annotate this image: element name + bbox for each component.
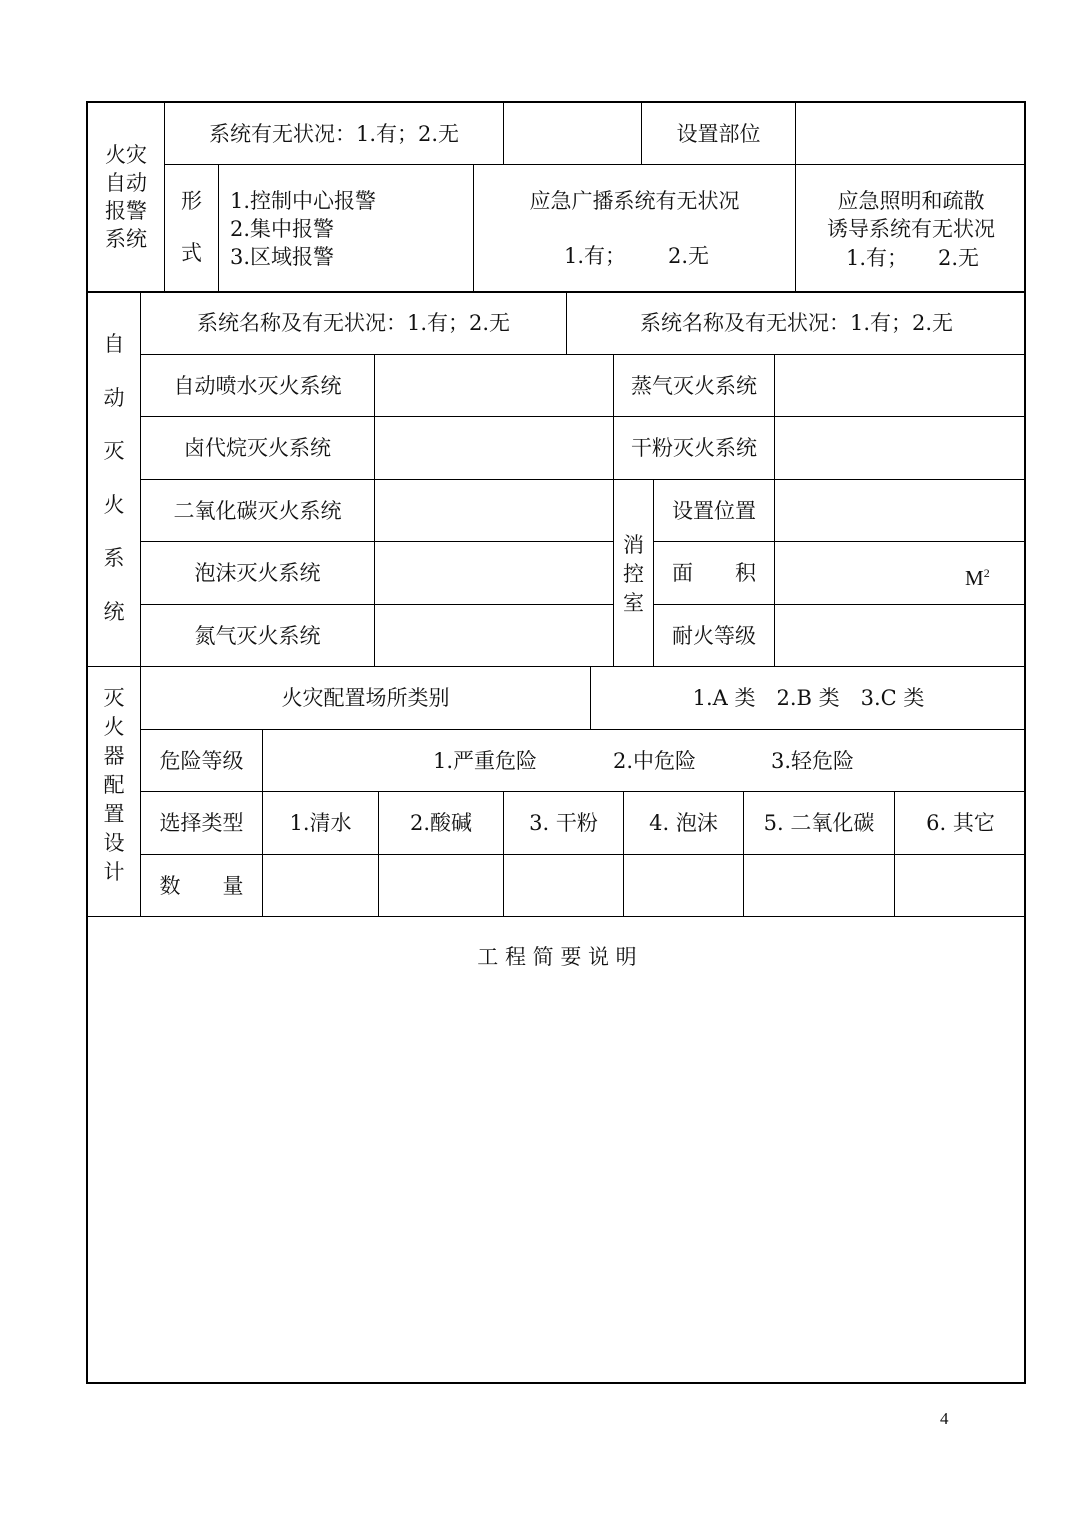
system-nitrogen: 氮气灭火系统 xyxy=(194,624,321,648)
page-number: 4 xyxy=(940,1409,949,1428)
hazard-option-medium: 2.中危险 xyxy=(613,749,697,773)
auto-section-label: 自 动 灭 火 系 统 xyxy=(103,332,125,624)
category-label: 火灾配置场所类别 xyxy=(281,686,450,710)
broadcast-title: 应急广播系统有无状况 xyxy=(529,189,740,213)
system-dry-powder: 干粉灭火系统 xyxy=(631,436,757,460)
area-unit-letter: M xyxy=(965,566,984,590)
lighting-option-no: 2.无 xyxy=(938,246,980,270)
type-foam: 4. 泡沫 xyxy=(649,811,718,835)
lighting-title-line1: 应急照明和疏散 xyxy=(837,189,985,213)
lighting-title-line2: 诱导系统有无状况 xyxy=(827,217,995,241)
alarm-status-label: 系统有无状况：1.有；2.无 xyxy=(208,122,460,146)
system-co2: 二氧化碳灭火系统 xyxy=(173,499,342,523)
alarm-form-label: 形 式 xyxy=(181,189,202,265)
hazard-label: 危险等级 xyxy=(159,749,244,773)
broadcast-option-yes: 1.有； xyxy=(564,244,627,268)
summary-title: 工 程 简 要 说 明 xyxy=(477,945,637,969)
type-water: 1.清水 xyxy=(289,811,352,835)
control-room-location: 设置位置 xyxy=(672,499,756,523)
system-halon: 卤代烷灭火系统 xyxy=(184,436,331,460)
control-room-fire-rating: 耐火等级 xyxy=(672,624,756,648)
control-room-area: 面 积 xyxy=(672,561,756,585)
auto-header-left: 系统名称及有无状况：1.有；2.无 xyxy=(196,311,511,335)
alarm-form-option-1: 1.控制中心报警 xyxy=(230,189,377,213)
quantity-label: 数 量 xyxy=(159,874,244,898)
type-co2: 5. 二氧化碳 xyxy=(763,811,875,835)
type-dry-powder: 3. 干粉 xyxy=(529,811,598,835)
fire-protection-form xyxy=(86,101,1026,1384)
area-unit xyxy=(965,559,990,592)
alarm-form-option-2: 2.集中报警 xyxy=(230,217,335,241)
auto-header-right: 系统名称及有无状况：1.有；2.无 xyxy=(639,311,954,335)
type-label: 选择类型 xyxy=(159,811,244,835)
system-foam: 泡沫灭火系统 xyxy=(194,561,321,585)
type-other: 6. 其它 xyxy=(926,811,995,835)
alarm-section-label: 火灾 自动 报警 系统 xyxy=(105,143,147,251)
broadcast-option-no: 2.无 xyxy=(668,244,710,268)
extinguisher-section-label: 灭 火 器 配 置 设 计 xyxy=(103,686,125,884)
system-sprinkler: 自动喷水灭火系统 xyxy=(173,374,342,398)
system-steam: 蒸气灭火系统 xyxy=(631,374,757,398)
category-options: 1.A 类 2.B 类 3.C 类 xyxy=(692,686,925,710)
alarm-location-label: 设置部位 xyxy=(676,122,761,146)
lighting-option-yes: 1.有； xyxy=(846,246,909,270)
alarm-form-option-3: 3.区域报警 xyxy=(230,245,335,269)
hazard-option-light: 3.轻危险 xyxy=(771,749,855,773)
control-room-label: 消 控 室 xyxy=(623,533,644,615)
type-acid-alkali: 2.酸碱 xyxy=(409,811,473,835)
hazard-option-severe: 1.严重危险 xyxy=(433,749,538,773)
area-unit-exponent: 2 xyxy=(983,566,990,580)
